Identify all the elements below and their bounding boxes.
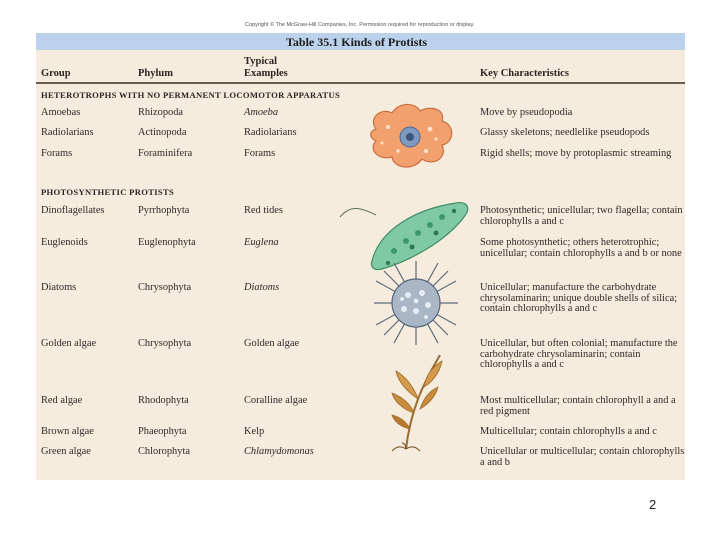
page-number: 2 <box>649 497 657 512</box>
row-forams-key: Rigid shells; move by protoplasmic streaming <box>480 148 672 159</box>
row-radiolarians-example: Radiolarians <box>244 127 297 138</box>
row-brown-algae-example: Kelp <box>244 426 265 437</box>
row-amoebas-group: Amoebas <box>41 107 81 118</box>
row-golden-algae-group: Golden algae <box>41 338 97 349</box>
row-forams-group: Forams <box>41 148 73 159</box>
row-euglenoids-example: Euglena <box>244 237 279 248</box>
row-red-algae-phylum: Rhodophyta <box>138 395 189 406</box>
row-red-algae-example: Coralline algae <box>244 395 308 406</box>
row-brown-algae-group: Brown algae <box>41 426 94 437</box>
row-golden-algae-key: Unicellular, but often colonial; manufacture the carbohydrate chrysolaminarin; contain chlorophylls a and c <box>480 338 678 371</box>
row-radiolarians-group: Radiolarians <box>41 127 94 138</box>
row-green-algae-key: Unicellular or multicellular; contain chlorophylls a and b <box>480 446 685 468</box>
row-radiolarians-phylum: Actinopoda <box>138 127 187 138</box>
table-title: Table 35.1 Kinds of Protists <box>286 35 428 49</box>
row-diatoms-key: Unicellular; manufacture the carbohydrate chrysolaminarin; unique double shells of silica; contain chlorophylls a and c <box>480 282 678 315</box>
header-key-characteristics: Key Characteristics <box>480 68 569 79</box>
row-golden-algae-phylum: Chrysophyta <box>138 338 192 349</box>
row-brown-algae-phylum: Phaeophyta <box>138 426 187 437</box>
row-green-algae-example: Chlamydomonas <box>244 446 314 457</box>
row-diatoms-phylum: Chrysophyta <box>138 282 192 293</box>
header-phylum: Phylum <box>138 68 174 79</box>
row-euglenoids-key: Some photosynthetic; others heterotrophic; unicellular; contain chlorophylls a and b or none <box>480 237 682 259</box>
radiolarian-illustration <box>372 259 460 347</box>
header-rule <box>36 82 685 84</box>
section-heading-photosynthetic: PHOTOSYNTHETIC PROTISTS <box>41 187 175 197</box>
row-radiolarians-key: Glassy skeletons; needlelike pseudopods <box>480 127 650 138</box>
header-examples-line1: Typical <box>244 56 278 67</box>
protist-table-figure <box>36 33 685 480</box>
row-red-algae-key: Most multicellular; contain chlorophyll a and a red pigment <box>480 395 676 417</box>
row-forams-example: Forams <box>244 148 276 159</box>
row-amoebas-example: Amoeba <box>244 107 279 118</box>
row-green-algae-group: Green algae <box>41 446 91 457</box>
row-dinoflagellates-group: Dinoflagellates <box>41 205 105 216</box>
amoeba-illustration <box>364 99 460 173</box>
row-brown-algae-key: Multicellular; contain chlorophylls a and c <box>480 426 657 437</box>
section-heading-heterotrophs: HETEROTROPHS WITH NO PERMANENT LOCOMOTOR APPARATUS <box>41 90 341 100</box>
row-forams-phylum: Foraminifera <box>138 148 193 159</box>
header-group: Group <box>41 68 71 79</box>
row-amoebas-key: Move by pseudopodia <box>480 107 573 118</box>
row-green-algae-phylum: Chlorophyta <box>138 446 190 457</box>
header-examples-line2: Examples <box>244 68 288 79</box>
row-golden-algae-example: Golden algae <box>244 338 300 349</box>
row-red-algae-group: Red algae <box>41 395 83 406</box>
row-euglenoids-phylum: Euglenophyta <box>138 237 196 248</box>
title-band <box>36 33 685 50</box>
kelp-illustration <box>384 351 448 453</box>
copyright-notice: Copyright © The McGraw-Hill Companies, Inc. Permission required for reproduction or display. <box>245 22 475 28</box>
row-euglenoids-group: Euglenoids <box>41 237 88 248</box>
row-dinoflagellates-example: Red tides <box>244 205 283 216</box>
row-dinoflagellates-key: Photosynthetic; unicellular; two flagella; contain chlorophylls a and c <box>480 205 683 227</box>
row-dinoflagellates-phylum: Pyrrhophyta <box>138 205 190 216</box>
row-diatoms-example: Diatoms <box>244 282 280 293</box>
row-diatoms-group: Diatoms <box>41 282 77 293</box>
row-amoebas-phylum: Rhizopoda <box>138 107 184 118</box>
